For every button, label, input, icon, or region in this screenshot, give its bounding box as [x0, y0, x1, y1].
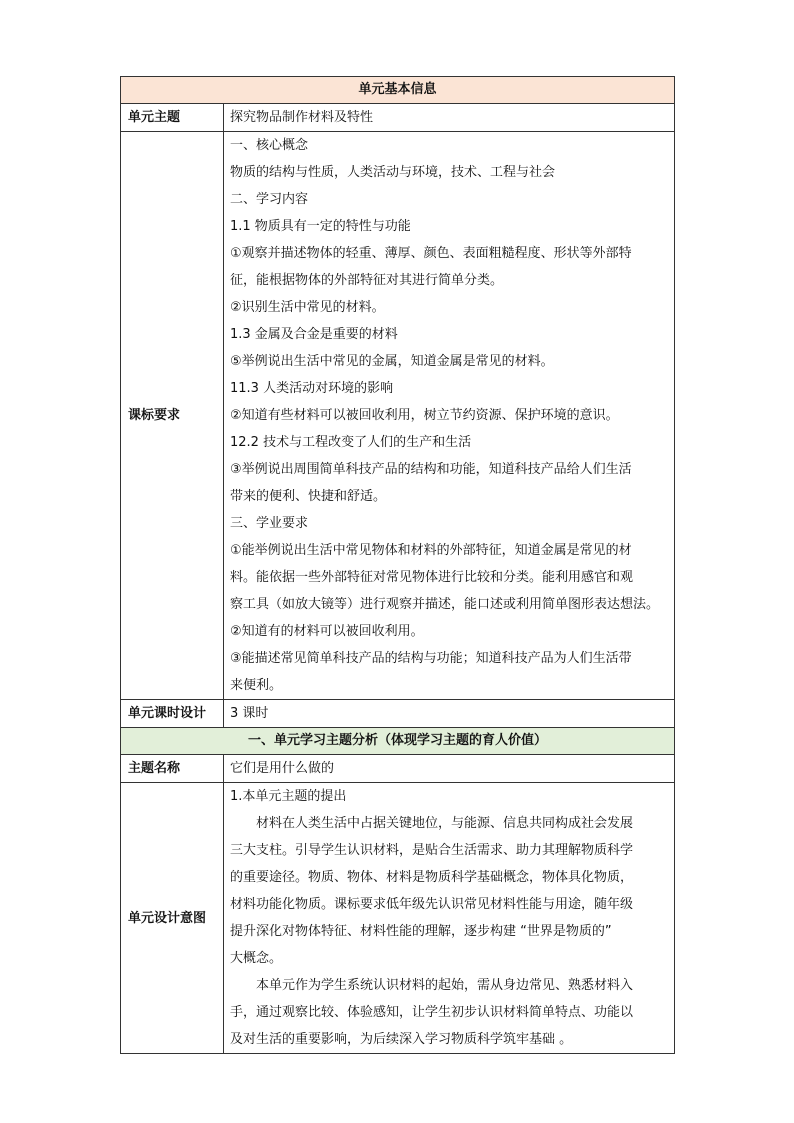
hours-label: 单元课时设计 [121, 700, 224, 728]
intent-row [121, 783, 675, 1054]
section-heading-row [121, 728, 675, 755]
curriculum-line: ②知道有些材料可以被回收利用，树立节约资源、保护环境的意识。 [230, 408, 619, 423]
curriculum-line: 察工具（如放大镜等）进行观察并描述，能口述或利用简单图形表达想法。 [230, 597, 660, 612]
curriculum-line: 1.3 金属及合金是重要的材料 [230, 327, 398, 342]
topic-label: 单元主题 [121, 104, 224, 132]
topic-row [121, 104, 675, 132]
curriculum-line: 一、核心概念 [230, 138, 309, 153]
intent-line: 及对生活的重要影响，为后续深入学习物质科学筑牢基础 。 [230, 1032, 573, 1047]
curriculum-content [224, 132, 675, 700]
intent-line: 材料功能化物质。课标要求低年级先认识常见材料性能与用途，随年级 [230, 897, 634, 912]
curriculum-line: 来便利。 [230, 678, 283, 693]
intent-content [224, 783, 675, 1054]
curriculum-line: 三、学业要求 [230, 516, 309, 531]
intent-line: 手，通过观察比较、体验感知，让学生初步认识材料简单特点、功能以 [230, 1005, 634, 1020]
intent-line: 大概念。 [230, 951, 283, 966]
curriculum-line: ③举例说出周围简单科技产品的结构和功能，知道科技产品给人们生活 [230, 462, 632, 477]
curriculum-row [121, 132, 675, 700]
curriculum-line: 征，能根据物体的外部特征对其进行简单分类。 [230, 273, 504, 288]
intent-line: 的重要途径。物质、物体、材料是物质科学基础概念，物体具化物质， [230, 870, 634, 885]
unit-info-table [120, 76, 675, 1054]
theme-label: 主题名称 [121, 755, 224, 783]
theme-row [121, 755, 675, 783]
topic-value: 探究物品制作材料及特性 [224, 104, 675, 132]
intent-line: 三大支柱。引导学生认识材料，是贴合生活需求、助力其理解物质科学 [230, 843, 634, 858]
hours-row [121, 700, 675, 728]
section-heading: 一、单元学习主题分析（体现学习主题的育人价值） [121, 728, 675, 755]
curriculum-line: ②识别生活中常见的材料。 [230, 300, 385, 315]
curriculum-line: 11.3 人类活动对环境的影响 [230, 381, 394, 396]
curriculum-label: 课标要求 [121, 132, 224, 700]
curriculum-line: 物质的结构与性质，人类活动与环境，技术、工程与社会 [230, 165, 556, 180]
table-title: 单元基本信息 [121, 77, 675, 104]
theme-value: 它们是用什么做的 [224, 755, 675, 783]
intent-line: 材料在人类生活中占据关键地位，与能源、信息共同构成社会发展 [256, 816, 634, 831]
curriculum-line: ③能描述常见简单科技产品的结构与功能；知道科技产品为人们生活带 [230, 651, 632, 666]
curriculum-line: 12.2 技术与工程改变了人们的生产和生活 [230, 435, 472, 450]
curriculum-line: 1.1 物质具有一定的特性与功能 [230, 219, 411, 234]
curriculum-line: ⑤举例说出生活中常见的金属，知道金属是常见的材料。 [230, 354, 554, 369]
intent-label: 单元设计意图 [121, 783, 224, 1054]
hours-value: 3 课时 [224, 700, 675, 728]
curriculum-line: 料。能依据一些外部特征对常见物体进行比较和分类。能利用感官和观 [230, 570, 634, 585]
curriculum-line: ②知道有的材料可以被回收利用。 [230, 624, 424, 639]
curriculum-line: 二、学习内容 [230, 192, 309, 207]
curriculum-line: ①观察并描述物体的轻重、薄厚、颜色、表面粗糙程度、形状等外部特 [230, 246, 632, 261]
table-title-row [121, 77, 675, 104]
curriculum-line: 带来的便利、快捷和舒适。 [230, 489, 387, 504]
intent-line: 本单元作为学生系统认识材料的起始，需从身边常见、熟悉材料入 [256, 978, 634, 993]
curriculum-line: ①能举例说出生活中常见物体和材料的外部特征，知道金属是常见的材 [230, 543, 632, 558]
intent-line: 提升深化对物体特征、材料性能的理解，逐步构建 “世界是物质的” [230, 924, 612, 939]
intent-line: 1.本单元主题的提出 [230, 789, 347, 804]
